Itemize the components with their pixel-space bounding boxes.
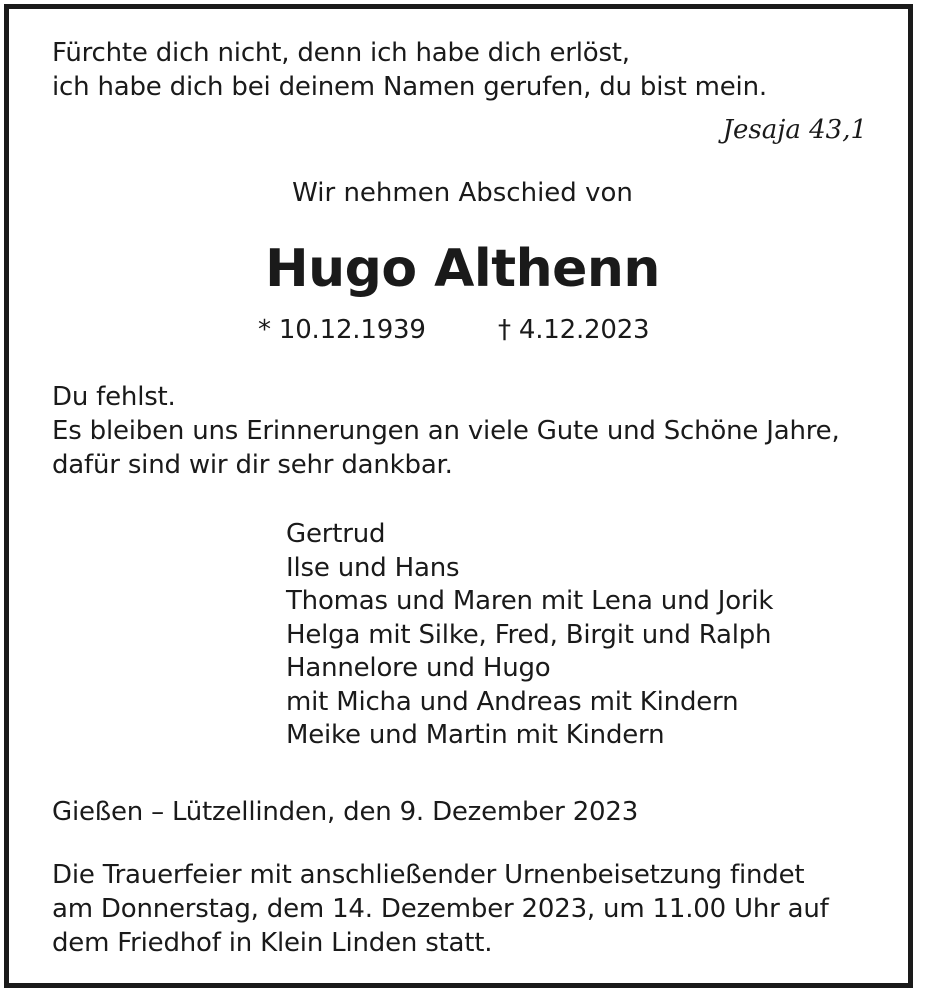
farewell-intro: Wir nehmen Abschied von (292, 178, 633, 208)
service-line: Die Trauerfeier mit anschließender Urnenbeisetzung findet (52, 860, 805, 890)
deceased-name: Hugo Althenn (265, 239, 660, 299)
mourner-entry: Meike und Martin mit Kindern (286, 720, 665, 750)
service-line: am Donnerstag, dem 14. Dezember 2023, um 11.00 Uhr auf (52, 894, 829, 924)
message-line: Du fehlst. (52, 382, 176, 412)
notice-border (4, 4, 913, 988)
mourner-entry: Gertrud (286, 519, 386, 549)
message-line: Es bleiben uns Erinnerungen an viele Gute und Schöne Jahre, (52, 416, 840, 446)
verse-line: Fürchte dich nicht, denn ich habe dich erlöst, (52, 38, 630, 68)
mourner-entry: Ilse und Hans (286, 552, 460, 583)
mourner-entry: Hannelore und Hugo (286, 653, 551, 683)
verse-line: ich habe dich bei deinem Namen gerufen, du bist mein. (52, 72, 767, 102)
bible-verse (52, 36, 767, 104)
service-line: dem Friedhof in Klein Linden statt. (52, 928, 493, 958)
mourners-list (286, 518, 773, 753)
message-line: dafür sind wir dir sehr dankbar. (52, 450, 453, 480)
place-and-date: Gießen – Lützellinden, den 9. Dezember 2023 (52, 797, 639, 827)
death-date: † 4.12.2023 (498, 315, 650, 345)
mourner-entry: mit Micha und Andreas mit Kindern (286, 686, 739, 717)
personal-message (52, 380, 840, 482)
mourner-entry: Helga mit Silke, Fred, Birgit und Ralph (286, 619, 772, 650)
birth-date: * 10.12.1939 (258, 315, 426, 345)
mourner-entry: Thomas und Maren mit Lena und Jorik (286, 586, 774, 616)
funeral-service-info (52, 858, 829, 960)
verse-reference: Jesaja 43,1 (722, 115, 867, 145)
